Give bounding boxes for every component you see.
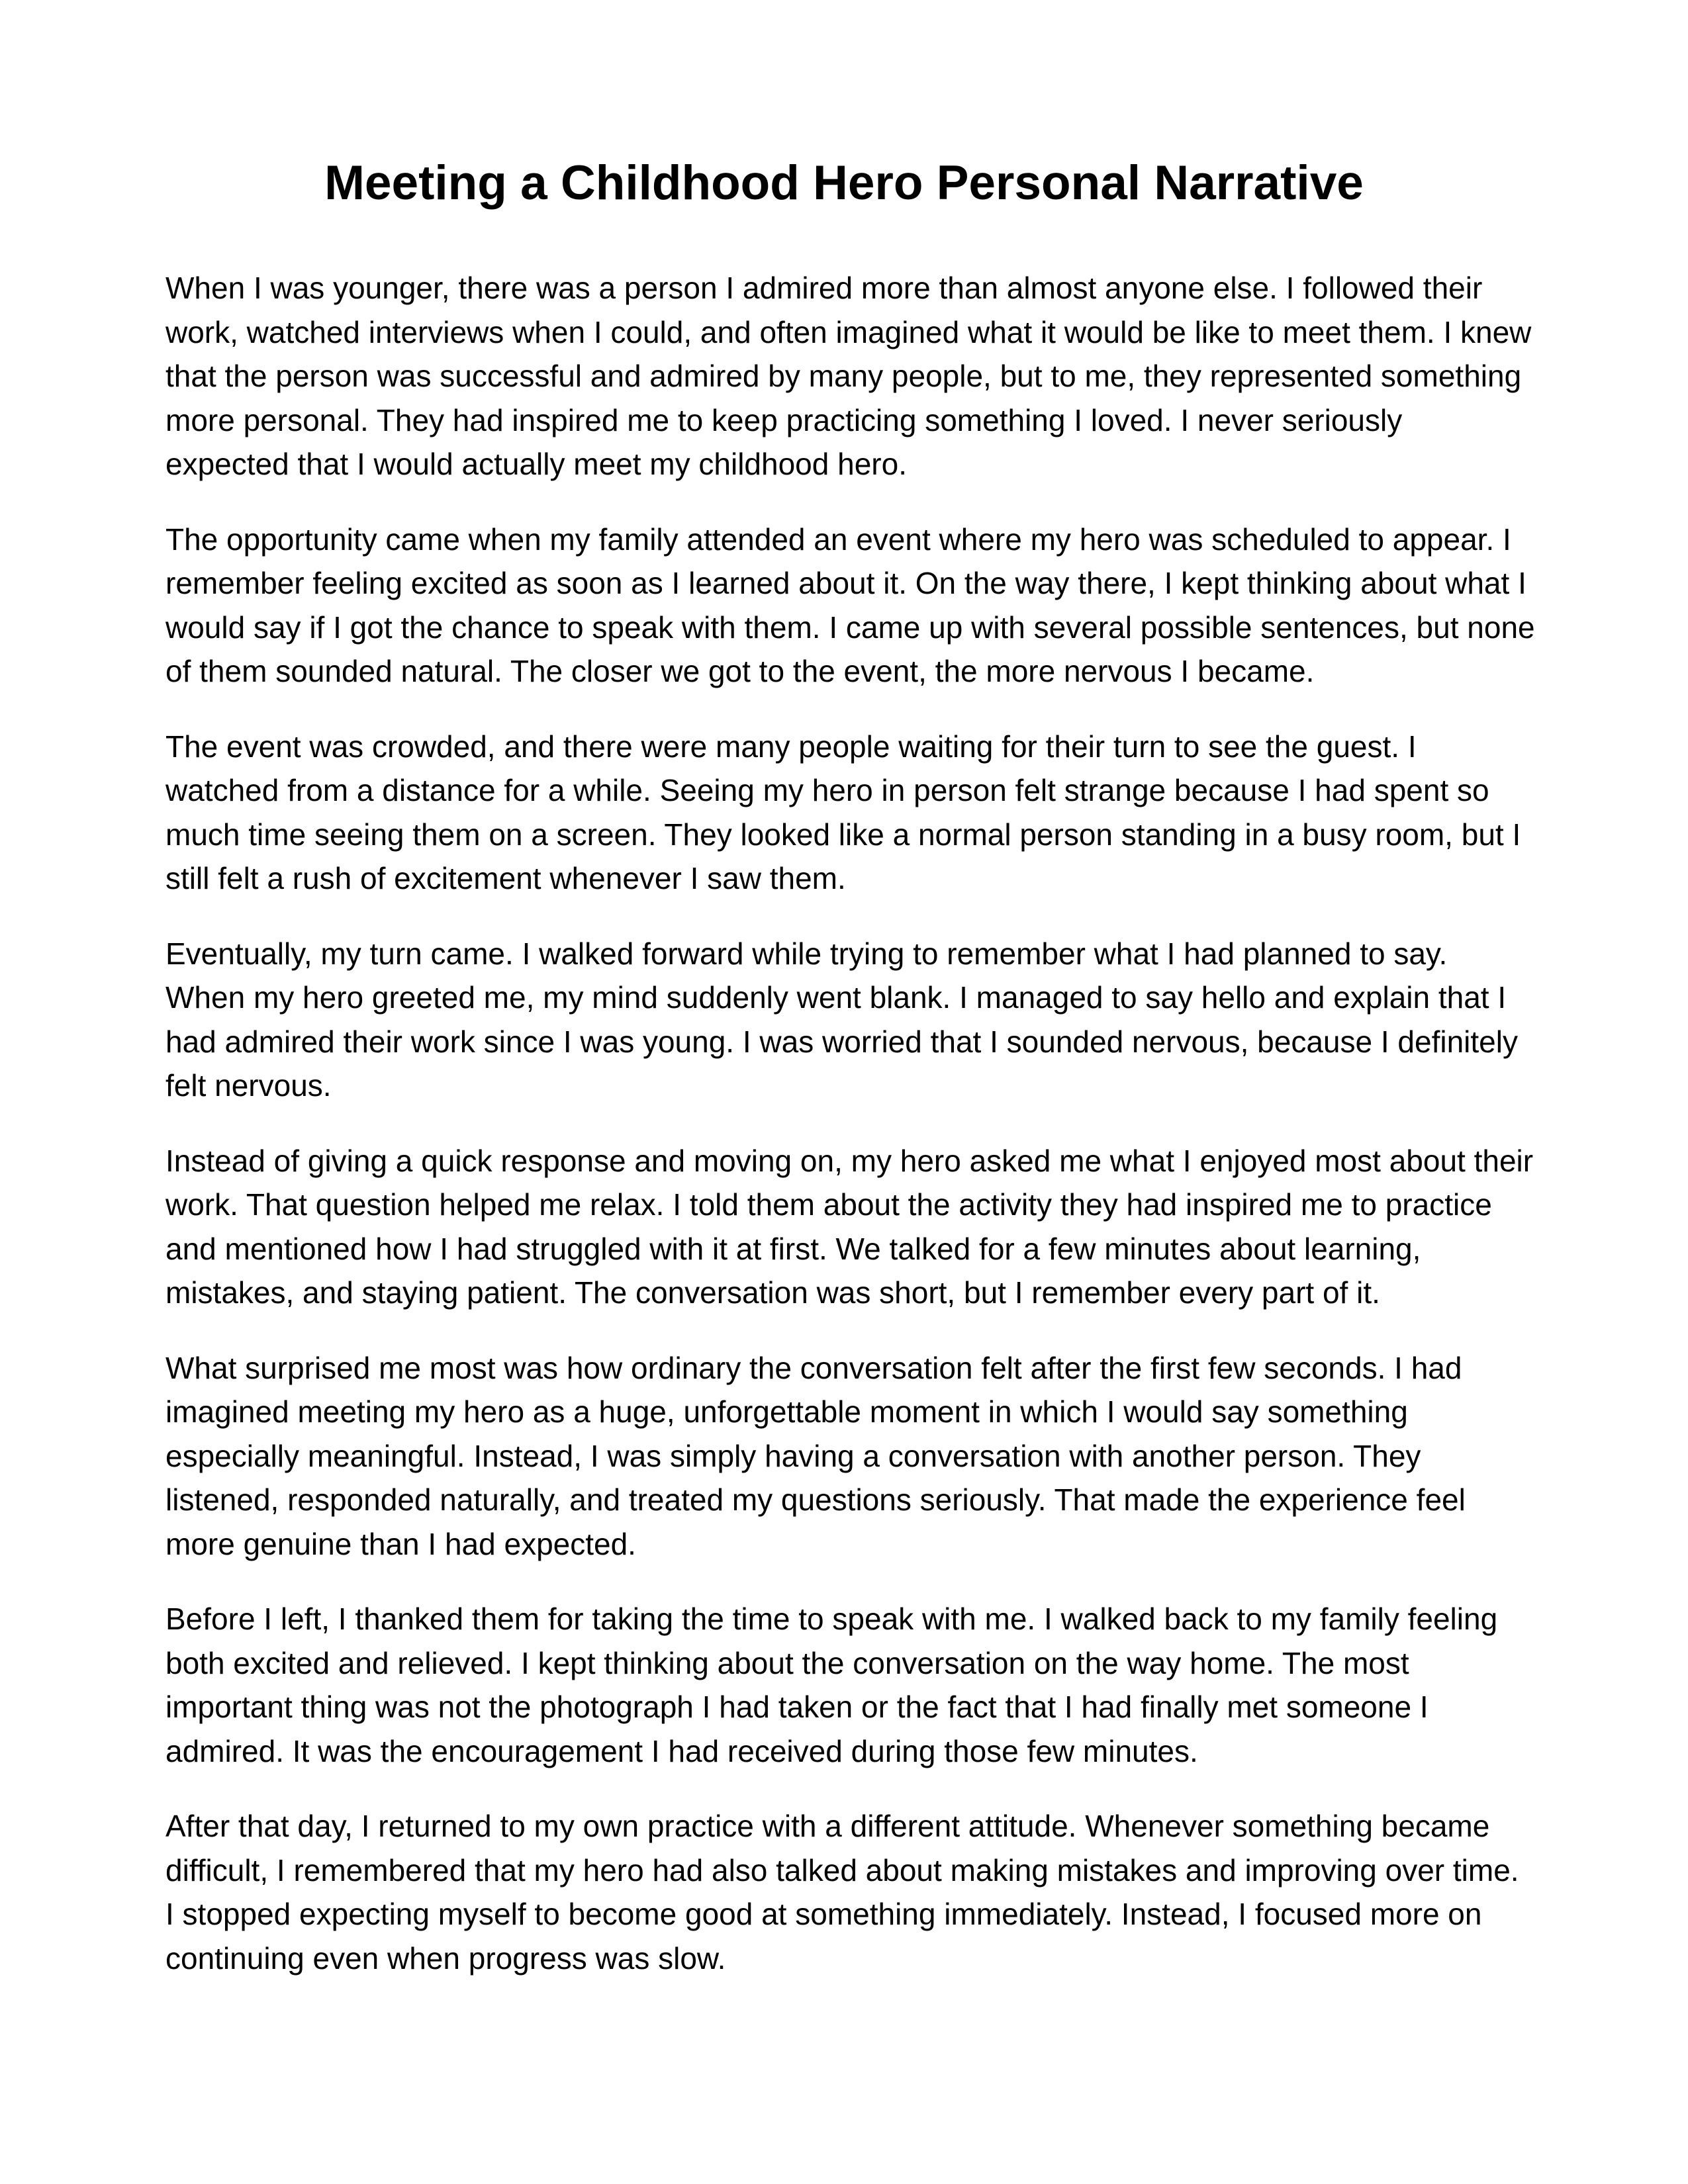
paragraph-2 — [165, 518, 1535, 694]
text-line: After that day, I returned to my own practice with a different attitude. Whenever something became — [165, 1809, 1490, 1843]
text-line: difficult, I remembered that my hero had also talked about making mistakes and improving over time. — [165, 1852, 1519, 1888]
text-line: imagined meeting my hero as a huge, unforgettable moment in which I would say something — [165, 1394, 1408, 1429]
text-line: mistakes, and staying patient. The conversation was short, but I remember every part of it. — [165, 1275, 1380, 1310]
paragraph-4 — [165, 932, 1529, 1108]
text-line: Instead of giving a quick response and moving on, my hero asked me what I enjoyed most about their — [165, 1143, 1534, 1178]
text-line: The event was crowded, and there were many people waiting for their turn to see the guest. I — [165, 729, 1417, 764]
text-line: more personal. They had inspired me to keep practicing something I loved. I never seriously — [165, 402, 1403, 437]
text-line: still felt a rush of excitement whenever I saw them. — [165, 861, 846, 895]
text-line: I stopped expecting myself to become good at something immediately. Instead, I focused more on — [165, 1897, 1482, 1931]
text-line: had admired their work since I was young. I was worried that I sounded nervous, because I definitely — [165, 1024, 1518, 1059]
text-line: work, watched interviews when I could, and often imagined what it would be like to meet them. I knew — [165, 314, 1532, 349]
text-line: important thing was not the photograph I had taken or the fact that I had finally met someone I — [165, 1690, 1429, 1724]
text-line: The opportunity came when my family attended an event where my hero was scheduled to appear. I — [165, 522, 1511, 557]
text-line: more genuine than I had expected. — [165, 1526, 636, 1561]
text-line: both excited and relieved. I kept thinking about the conversation on the way home. The most — [165, 1645, 1409, 1680]
text-line: listened, responded naturally, and treated my questions seriously. That made the experience feel — [165, 1482, 1466, 1517]
text-line: felt nervous. — [165, 1068, 332, 1103]
text-line: What surprised me most was how ordinary the conversation felt after the first few seconds. I had — [165, 1350, 1462, 1385]
paragraph-7 — [165, 1597, 1529, 1773]
text-line: watched from a distance for a while. Seeing my hero in person felt strange because I had spent so — [165, 773, 1489, 807]
text-line: of them sounded natural. The closer we got to the event, the more nervous I became. — [165, 654, 1315, 688]
text-line: Eventually, my turn came. I walked forward while trying to remember what I had planned to say. — [165, 936, 1448, 971]
paragraph-3 — [165, 725, 1529, 901]
text-line: and mentioned how I had struggled with it at first. We talked for a few minutes about learning, — [165, 1231, 1421, 1266]
text-line: Before I left, I thanked them for taking the time to speak with me. I walked back to my family feeling — [165, 1602, 1498, 1636]
text-line: remember feeling excited as soon as I learned about it. On the way there, I kept thinking about what I — [165, 566, 1526, 600]
paragraph-5 — [165, 1139, 1534, 1315]
text-line: would say if I got the chance to speak with them. I came up with several possible sentences, but none — [165, 610, 1535, 645]
paragraph-6 — [165, 1346, 1529, 1567]
text-line: especially meaningful. Instead, I was simply having a conversation with another person. They — [165, 1438, 1421, 1473]
text-line: much time seeing them on a screen. They looked like a normal person standing in a busy room, but I — [165, 817, 1521, 852]
text-line: that the person was successful and admired by many people, but to me, they represented something — [165, 359, 1522, 393]
text-line: expected that I would actually meet my childhood hero. — [165, 447, 907, 481]
text-line: When I was younger, there was a person I admired more than almost anyone else. I followed their — [165, 271, 1483, 305]
paragraph-1 — [165, 266, 1532, 486]
paragraph-8 — [165, 1804, 1529, 1980]
text-line: When my hero greeted me, my mind suddenly went blank. I managed to say hello and explain that I — [165, 980, 1507, 1015]
text-line: continuing even when progress was slow. — [165, 1940, 726, 1976]
document-title: Meeting a Childhood Hero Personal Narrative — [324, 156, 1364, 210]
document-body — [165, 266, 1535, 2011]
text-line: admired. It was the encouragement I had received during those few minutes. — [165, 1733, 1198, 1768]
text-line: work. That question helped me relax. I told them about the activity they had inspired me to practice — [165, 1187, 1492, 1222]
